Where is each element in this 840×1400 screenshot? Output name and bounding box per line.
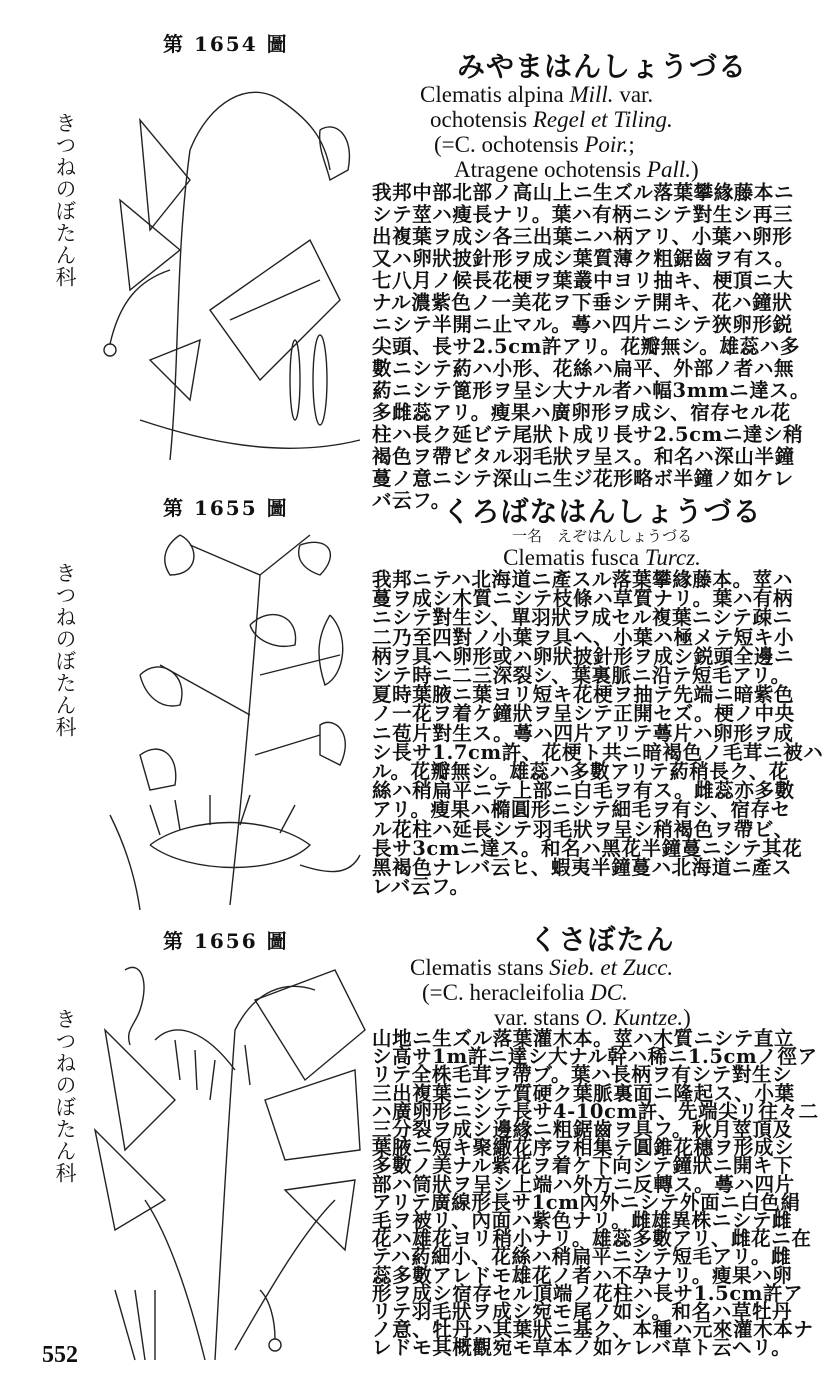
entry-1654 <box>372 52 832 512</box>
entry-1656 <box>372 925 832 1358</box>
figure-label: 第 1656 圖 <box>163 929 289 953</box>
illustration-clematis-fusca <box>80 515 370 915</box>
latin-name-line: Clematis fusca Turcz. <box>503 545 701 570</box>
description-line: 多數ノ美ナル紫花ヲ着ケ下向シテ鐘狀ニ開キ下 <box>372 1154 794 1178</box>
description-line: 柱ハ長ク延ビテ尾狀ト成リ長サ2.5cmニ達シ稍 <box>372 423 804 446</box>
entry-1655 <box>372 495 832 899</box>
synonym-line: var. stans O. Kuntze.) <box>494 1005 691 1030</box>
description-line: 數ニシテ葯ハ小形、花絲ハ扁平、外部ノ者ハ無 <box>372 357 795 380</box>
description-line: 夏時葉腋ニ葉ヨリ短キ花梗ヲ抽テ先端ニ暗紫色 <box>372 683 795 707</box>
family-label: きつねのぼたん科 <box>53 1008 77 1184</box>
alternate-name: 一名 えぞはんしょうづる <box>511 527 692 545</box>
synonym-line: (=C. heracleifolia DC. <box>422 980 628 1005</box>
description-line: ニシテ對生シ、單羽狀ヲ成セル複葉ニシテ疎ニ <box>372 606 793 630</box>
description-line: 形ヲ成シ宿存セル頂端ノ花柱ハ長サ1.5cm許ア <box>372 1281 804 1305</box>
description-line: 蔓ヲ成シ木質ニシテ枝條ハ草質ナリ。葉ハ有柄 <box>372 587 794 611</box>
latin-name-line: Clematis stans Sieb. et Zucc. <box>410 955 674 980</box>
description-line: 蕊多數アレドモ雄花ノ者ハ不孕ナリ。瘦果ハ卵 <box>372 1263 793 1287</box>
description-line: 絲ハ稍扁平ニテ上部ニ白毛ヲ有ス。雌蕊亦多數 <box>372 779 795 803</box>
description-line: アリ。瘦果ハ橢圓形ニシテ細毛ヲ有シ、宿存セ <box>372 798 791 822</box>
description-line: ノ意、牡丹ハ其葉狀ニ基ク、本種ハ元來灌木本ナ <box>372 1318 814 1342</box>
description-line: 葯ニシテ篦形ヲ呈シ大ナル者ハ幅3mmニ達ス。 <box>372 379 811 402</box>
description-line: ル花柱ハ延長シテ羽毛狀ヲ呈シ稍褐色ヲ帶ビ、 <box>372 817 794 841</box>
description-line: シテ時ニ二三深裂シ、葉裏脈ニ沿テ短毛アリ。 <box>372 664 791 688</box>
description-line: 三出複葉ニシテ質硬ク葉脈裏面ニ隆起ス、小葉 <box>372 1081 795 1105</box>
description <box>372 182 832 512</box>
description-line: 三分裂ヲ成シ邊緣ニ粗鋸齒ヲ具フ。秋月莖頂及 <box>372 1118 793 1142</box>
synonym-line: Atragene ochotensis Pall.) <box>454 157 699 182</box>
description-line: ニシテ半開ニ止マル。蕚ハ四片ニシテ狹卵形鋭 <box>372 313 793 336</box>
description-line: 黑褐色ナレバ云ヒ、蝦夷半鐘蔓ハ北海道ニ產ス <box>372 856 793 880</box>
description-line: 毛ヲ被リ、內面ハ紫色ナリ。雌雄異株ニシテ雌 <box>372 1209 793 1233</box>
description-line: 尖頭、長サ2.5cm許アリ。花瓣無シ。雄蕊ハ多 <box>372 335 800 358</box>
description-line: 山地ニ生ズル落葉灌木本。莖ハ木質ニシテ直立 <box>372 1027 795 1050</box>
description-line: 長サ3cmニ達ス。和名ハ黑花半鐘蔓ニシテ其花 <box>372 836 803 860</box>
description-line: ニ苞片對生ス。蕚ハ四片アリテ蕚片ハ卵形ヲ成 <box>372 721 794 745</box>
description-line: 二乃至四對ノ小葉ヲ具ヘ、小葉ハ極メテ短キ小 <box>372 625 795 649</box>
description-line: レバ云フ。 <box>372 875 470 899</box>
illustration-clematis-alpina <box>80 60 370 480</box>
description-line: 多雌蕊アリ。瘦果ハ廣卵形ヲ成シ、宿存セル花 <box>372 401 791 424</box>
family-label: きつねのぼたん科 <box>53 562 77 738</box>
description-line: リテ羽毛狀ヲ成シ宛モ尾ノ如シ。和名ハ草牡丹 <box>372 1300 793 1324</box>
japanese-name: くろばなはんしょうづる <box>442 495 762 528</box>
description <box>372 568 832 899</box>
description-line: 褐色ヲ帶ビタル羽毛狀ヲ呈ス。和名ハ深山半鐘 <box>372 445 795 468</box>
latin-name-line: ochotensis Regel et Tiling. <box>430 107 673 132</box>
description-line: リテ全株毛茸ヲ帶ブ。葉ハ長柄ヲ有シテ對生シ <box>372 1063 793 1087</box>
description-line: 出複葉ヲ成シ各三出葉ニハ柄アリ、小葉ハ卵形 <box>372 225 793 248</box>
description-line: ハ廣卵形ニシテ長サ4-10cm許、先端尖リ往々二 <box>372 1099 819 1123</box>
description <box>372 1027 832 1360</box>
synonym-line: (=C. ochotensis Poir.; <box>434 132 635 157</box>
description-line: 七八月ノ候長花梗ヲ葉叢中ヨリ抽キ、梗頂ニ大 <box>372 269 794 292</box>
description-line: レドモ其概觀宛モ草本ノ如ケレバ草ト云ヘリ。 <box>372 1336 792 1360</box>
description-line: テハ葯細小、花絲ハ稍扁平ニシテ短毛アリ。雌 <box>372 1245 792 1269</box>
illustration-clematis-stans <box>85 950 370 1370</box>
japanese-name: くさぼたん <box>529 923 675 956</box>
description-line: 花ハ雄花ヨリ稍小ナリ。雄蕊多數アリ、雌花ニ在 <box>372 1227 812 1251</box>
latin-name-line: Clematis alpina Mill. var. <box>420 82 654 107</box>
family-label: きつねのぼたん科 <box>53 112 77 288</box>
description-line: 我邦ニテハ北海道ニ產スル落葉攀緣藤本。莖ハ <box>372 568 793 591</box>
description-line: 部ハ筒狀ヲ呈シ上端ハ外方ニ反轉ス。蕚ハ四片 <box>372 1172 795 1196</box>
description-line: 又ハ卵狀披針形ヲ成シ葉質薄ク粗鋸齒ヲ有ス。 <box>372 247 795 270</box>
description-line: シ長サ1.7cm許、花梗ト共ニ暗褐色ノ毛茸ニ被ハ <box>372 740 824 764</box>
description-line: シ高サ1m許ニ達シ大ナル幹ハ稀ニ1.5cmノ徑ア <box>372 1045 818 1069</box>
description-line: 柄ヲ具ヘ卵形或ハ卵狀披針形ヲ成シ鋭頭全邊ニ <box>372 644 795 668</box>
description-line: 我邦中部北部ノ高山上ニ生ズル落葉攀緣藤本ニ <box>372 181 795 204</box>
page-number: 552 <box>42 1342 78 1368</box>
japanese-name: みやまはんしょうづる <box>456 50 747 83</box>
figure-label: 第 1655 圖 <box>163 496 289 520</box>
description-line: バ云フ。 <box>372 489 451 512</box>
description-line: ル。花瓣無シ。雄蕊ハ多數アリテ葯稍長ク、花 <box>372 760 790 784</box>
description-line: ナル濃紫色ノ一美花ヲ下垂シテ開キ、花ハ鐘狀 <box>372 291 793 314</box>
description-line: アリテ廣線形長サ1cm內外ニシテ外面ニ白色絹 <box>372 1190 801 1214</box>
description-line: シテ莖ハ瘦長ナリ。葉ハ有柄ニシテ對生シ再三 <box>372 203 794 226</box>
description-line: 葉腋ニ短キ聚繖花序ヲ相集テ圓錐花穗ヲ形成シ <box>372 1136 795 1160</box>
figure-label: 第 1654 圖 <box>163 32 289 56</box>
description-line: ノ一花ヲ着ケ鐘狀ヲ呈シテ正開セズ。梗ノ中央 <box>372 702 795 726</box>
description-line: 蔓ノ意ニシテ深山ニ生ジ花形略ボ半鐘ノ如ケレ <box>372 467 794 490</box>
